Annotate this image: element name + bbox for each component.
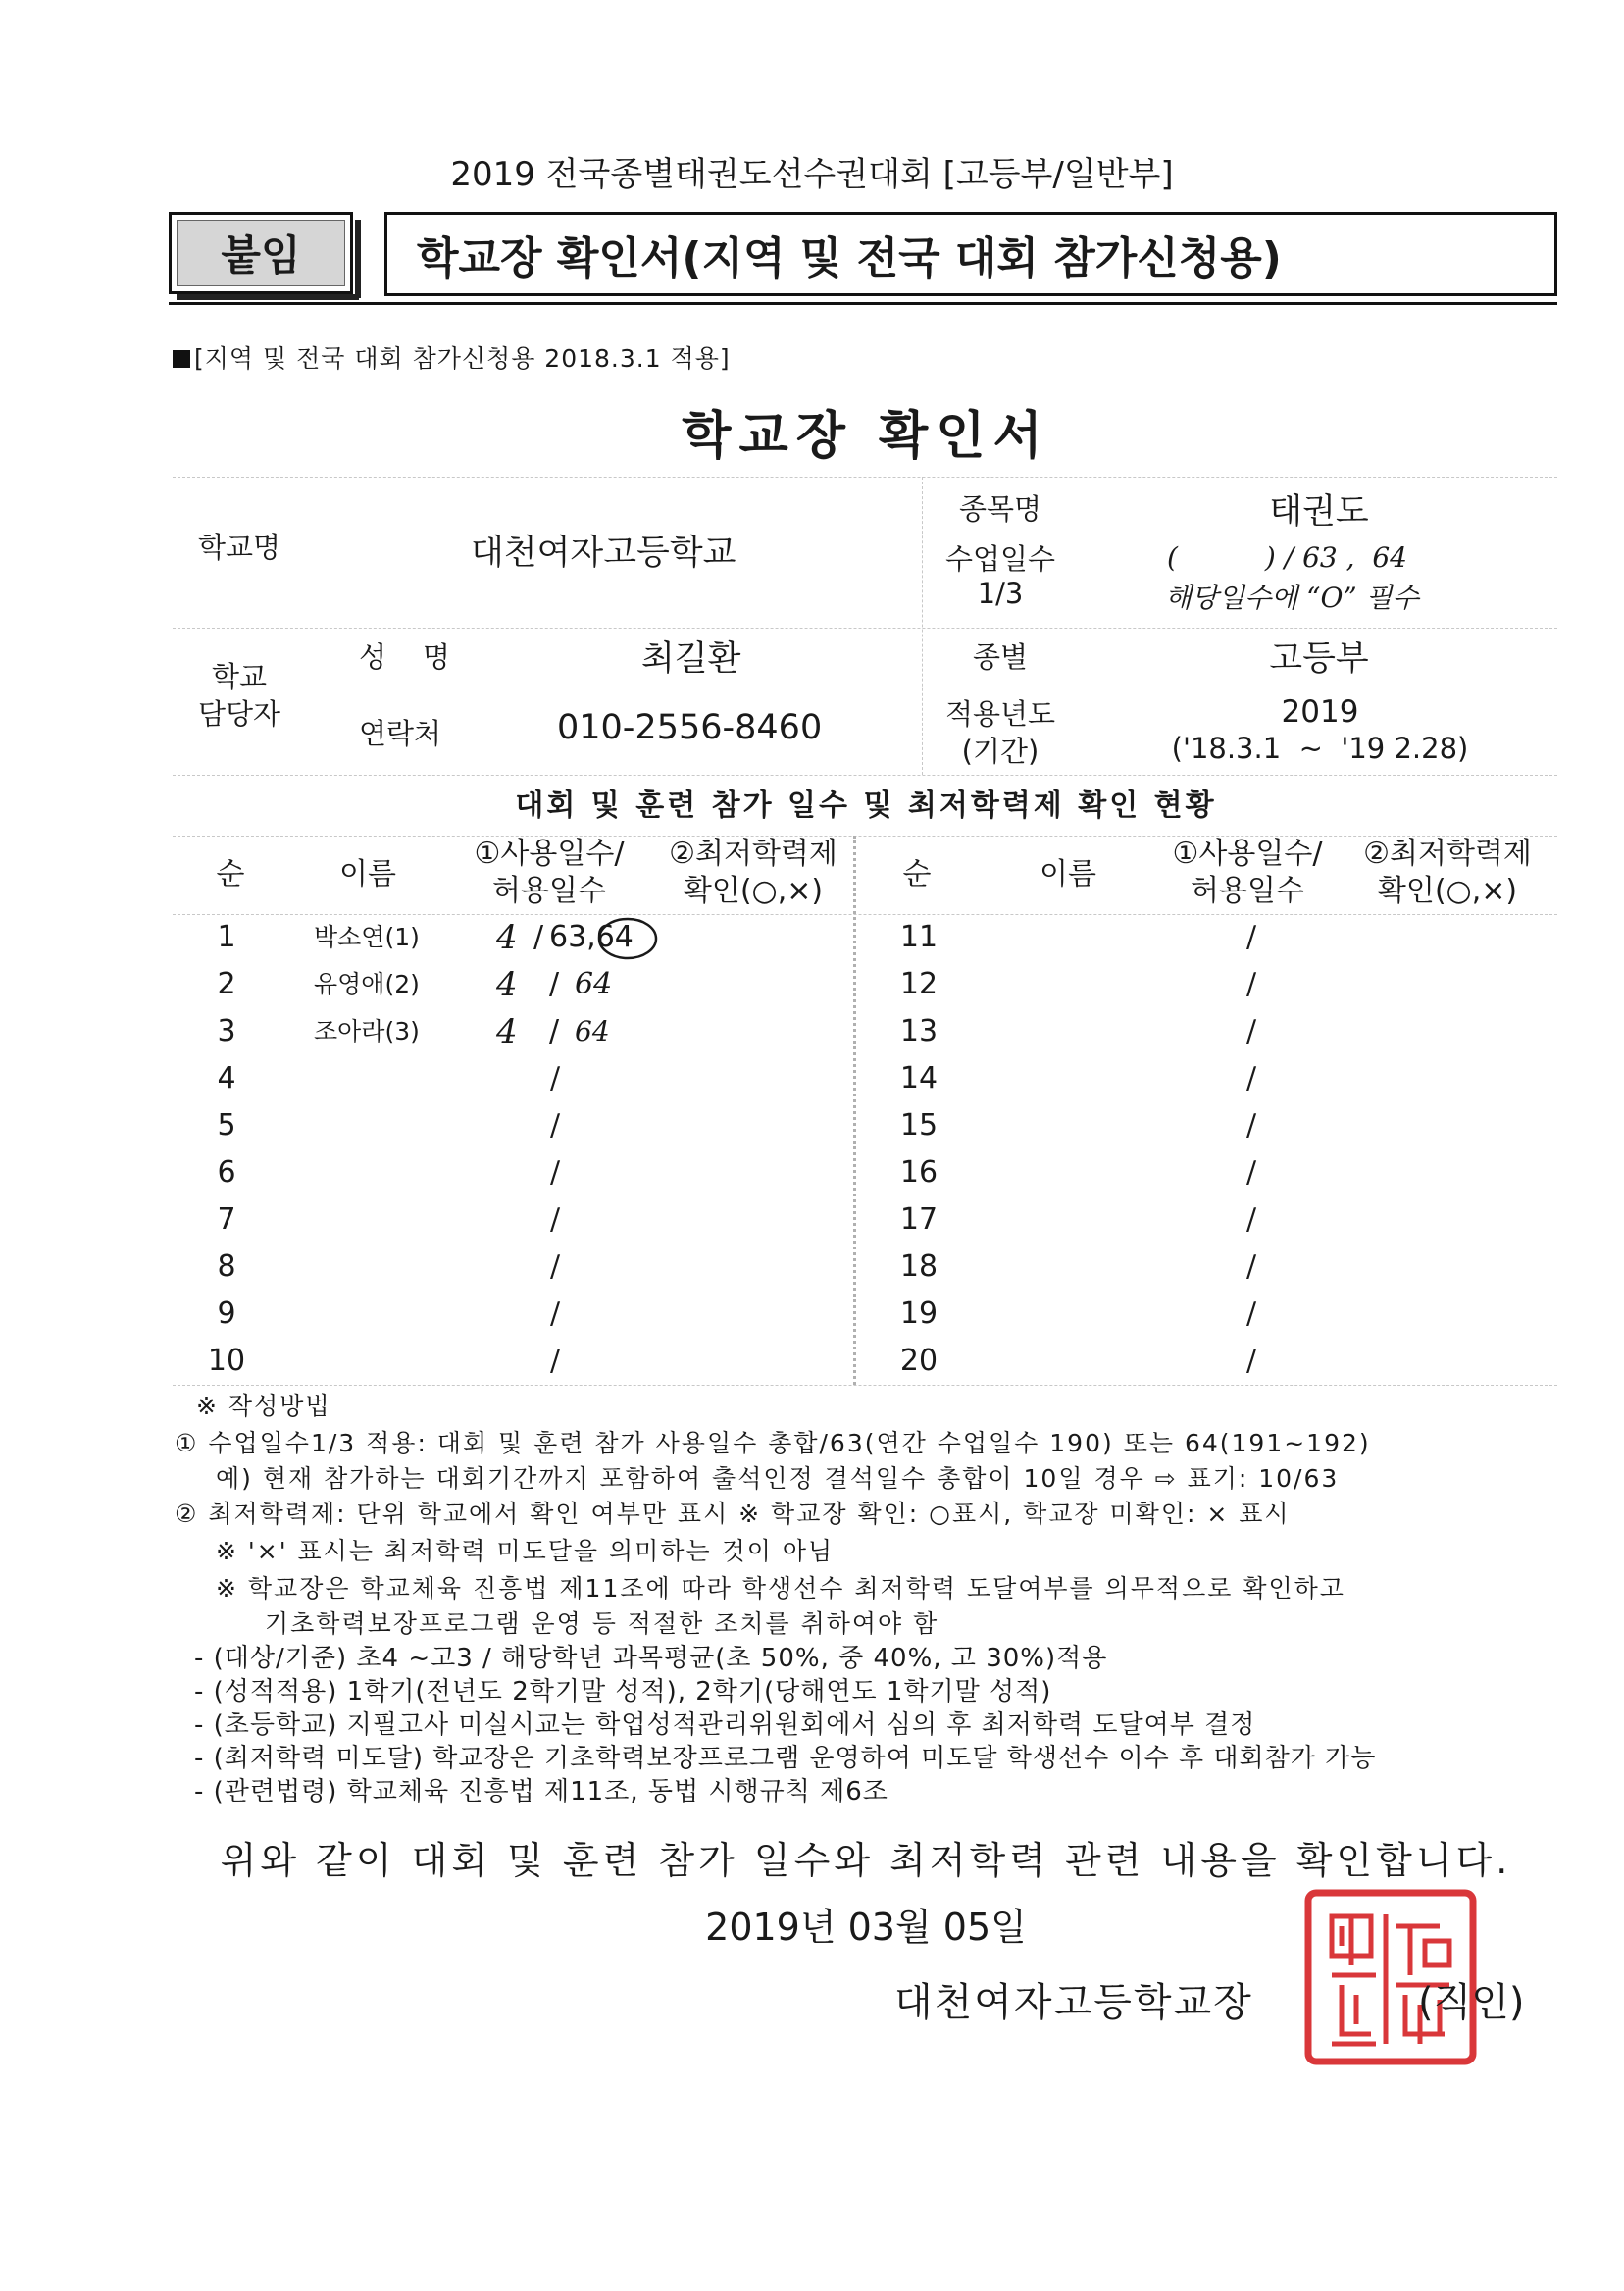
detail-elementary: - (초등학교) 지필고사 미실시교는 학업성적관리위원회에서 심의 후 최저학력 도달여부 결정 xyxy=(194,1710,1256,1740)
circled-choice-mark xyxy=(596,916,659,961)
attachment-label: 붙임 xyxy=(177,220,345,286)
note-1-example: 예) 현재 참가하는 대회기간까지 포함하여 출석인정 결석일수 총합이 10일 경우 ⇨ 표기: 10/63 xyxy=(216,1464,1340,1493)
used-days: 4 xyxy=(496,918,518,957)
confirmation-statement: 위와 같이 대회 및 훈련 참가 일수와 최저학력 관련 내용을 확인합니다. xyxy=(220,1839,1512,1882)
table-row xyxy=(853,1338,1618,1385)
detail-law: - (관련법령) 학교체육 진흥법 제11조, 동법 시행규칙 제6조 xyxy=(194,1777,888,1807)
table-row xyxy=(0,1244,853,1291)
athlete-name: 유영애(2) xyxy=(314,970,420,998)
school-value: 대천여자고등학교 xyxy=(471,534,736,573)
allowed-days: 64 xyxy=(575,967,613,1001)
row-number: 7 xyxy=(217,1202,236,1237)
row-number: 1 xyxy=(217,920,236,954)
slash: / xyxy=(549,1061,561,1095)
row-number: 20 xyxy=(899,1344,939,1378)
note-1: ① 수업일수1/3 적용: 대회 및 훈련 참가 사용일수 총합/63(연간 수업일수 190) 또는 64(191~192) xyxy=(175,1429,1371,1457)
category-label: 종별 xyxy=(972,640,1029,674)
slash: / xyxy=(549,1297,561,1331)
slash: / xyxy=(1245,1202,1257,1237)
slash: / xyxy=(1245,1344,1257,1378)
slash: / xyxy=(549,1155,561,1190)
table-row xyxy=(0,1008,853,1055)
slash: / xyxy=(549,1014,560,1048)
detail-not-met: - (최저학력 미도달) 학교장은 기초학력보장프로그램 운영하여 미도달 학생선수 이수 후 대회참가 가능 xyxy=(194,1744,1377,1773)
header-name: 이름 xyxy=(1040,857,1096,891)
row-number: 4 xyxy=(217,1061,236,1095)
sport-label: 종목명 xyxy=(958,492,1042,526)
document-header: 학교장 확인서(지역 및 전국 대회 참가신청용) xyxy=(384,212,1557,296)
row-number: 19 xyxy=(899,1297,939,1331)
slash: / xyxy=(549,967,560,1001)
table-row xyxy=(853,1196,1618,1244)
table-row xyxy=(0,1055,853,1102)
slash: / xyxy=(1245,1249,1257,1284)
attachment-badge xyxy=(169,212,353,294)
section-title: 대회 및 훈련 참가 일수 및 최저학력제 확인 현황 xyxy=(515,789,1217,823)
slash: / xyxy=(1245,1297,1257,1331)
header-no: 순 xyxy=(902,857,932,891)
table-row xyxy=(0,1149,853,1196)
period-label: (기간) xyxy=(961,735,1040,768)
table-row xyxy=(853,1008,1618,1055)
name-label: 성 명 xyxy=(359,640,450,674)
divider xyxy=(173,628,1557,629)
row-number: 17 xyxy=(899,1202,939,1237)
table-row xyxy=(0,1291,853,1338)
slash: / xyxy=(1245,967,1257,1001)
row-number: 13 xyxy=(899,1014,939,1048)
row-number: 8 xyxy=(217,1249,236,1284)
header-min-confirm: 확인(○,×) xyxy=(683,874,824,908)
slash: / xyxy=(549,1249,561,1284)
days-ratio-label: 1/3 xyxy=(977,577,1024,610)
bullet-square-icon xyxy=(173,350,190,368)
row-number: 6 xyxy=(217,1155,236,1190)
athlete-name: 조아라(3) xyxy=(314,1017,420,1045)
days-label: 수업일수 xyxy=(944,542,1056,576)
table-row xyxy=(853,1244,1618,1291)
contact-label-line1: 학교 xyxy=(212,660,268,693)
phone-label: 연락처 xyxy=(359,717,442,750)
header-days-allowed: 허용일수 xyxy=(492,874,606,908)
note-2-remark: ※ '×' 표시는 최저학력 미도달을 의미하는 것이 아님 xyxy=(216,1537,835,1565)
category-value: 고등부 xyxy=(1269,639,1369,679)
table-row xyxy=(0,1196,853,1244)
athlete-name: 박소연(1) xyxy=(314,923,420,951)
row-number: 14 xyxy=(899,1061,939,1095)
row-number: 11 xyxy=(899,920,939,954)
sport-value: 태권도 xyxy=(1269,492,1369,532)
header-min-confirm: 확인(○,×) xyxy=(1377,874,1518,908)
divider xyxy=(173,1385,1557,1386)
slash: / xyxy=(549,1202,561,1237)
event-title: 2019 전국종별태권도선수권대회 [고등부/일반부] xyxy=(450,155,1174,194)
table-row xyxy=(853,1149,1618,1196)
note-2-duty-cont: 기초학력보장프로그램 운영 등 적절한 조치를 취하여야 함 xyxy=(265,1609,939,1638)
table-row xyxy=(853,914,1618,961)
allowed-days: 63,64 xyxy=(549,920,634,954)
badge-shadow-bottom xyxy=(177,294,359,300)
divider xyxy=(173,775,1557,776)
note-2: ② 최저학력제: 단위 학교에서 확인 여부만 표시 ※ 학교장 확인: ○표시, 학교장 미확인: × 표시 xyxy=(175,1500,1291,1528)
row-number: 2 xyxy=(217,967,236,1001)
year-label: 적용년도 xyxy=(944,697,1056,731)
header-no: 순 xyxy=(216,857,245,891)
detail-target: - (대상/기준) 초4 ~고3 / 해당학년 과목평균(초 50%, 중 40%, 고 30%)적용 xyxy=(194,1644,1108,1673)
school-label: 학교명 xyxy=(198,531,281,564)
row-number: 16 xyxy=(899,1155,939,1190)
notes-heading: ※ 작성방법 xyxy=(196,1392,331,1420)
row-number: 18 xyxy=(899,1249,939,1284)
form-note xyxy=(173,339,731,375)
table-row xyxy=(853,1055,1618,1102)
row-number: 5 xyxy=(217,1108,236,1143)
row-number: 3 xyxy=(217,1014,236,1048)
allowed-days: 64 xyxy=(575,1015,610,1047)
header-min-academic: ②최저학력제 xyxy=(669,837,837,871)
contact-label-line2: 담당자 xyxy=(198,697,281,731)
table-row xyxy=(0,914,853,961)
name-value: 최길환 xyxy=(641,639,741,679)
slash: / xyxy=(1245,1061,1257,1095)
year-value: 2019 xyxy=(1281,694,1359,730)
slash: / xyxy=(549,1108,561,1143)
slash: / xyxy=(1245,1108,1257,1143)
slash: / xyxy=(533,920,544,954)
used-days: 4 xyxy=(496,1012,518,1051)
divider xyxy=(173,477,1557,478)
note-2-duty: ※ 학교장은 학교체육 진흥법 제11조에 따라 학생선수 최저학력 도달여부를 의무적으로 확인하고 xyxy=(216,1574,1345,1603)
form-note-text: [지역 및 전국 대회 참가신청용 2018.3.1 적용] xyxy=(194,344,731,373)
document-title: 학교장 확인서 xyxy=(682,407,1050,466)
table-row xyxy=(853,961,1618,1008)
slash: / xyxy=(1245,1155,1257,1190)
phone-value: 010-2556-8460 xyxy=(557,708,823,747)
table-row xyxy=(0,1338,853,1385)
badge-shadow-right xyxy=(355,220,361,298)
table-row xyxy=(853,1291,1618,1338)
days-value: ( ) / 63 , 64 xyxy=(1167,541,1407,574)
days-note: 해당일수에 “O” 필수 xyxy=(1165,582,1419,614)
table-row xyxy=(0,1102,853,1149)
used-days: 4 xyxy=(496,965,518,1004)
header-name: 이름 xyxy=(339,857,396,891)
header-min-academic: ②최저학력제 xyxy=(1363,837,1532,871)
header-days-allowed: 허용일수 xyxy=(1191,874,1304,908)
slash: / xyxy=(549,1344,561,1378)
seal-label: (직인) xyxy=(1418,1980,1525,2025)
table-row xyxy=(0,961,853,1008)
slash: / xyxy=(1245,920,1257,954)
slash: / xyxy=(1245,1014,1257,1048)
header-days: ①사용일수/ xyxy=(1172,837,1323,871)
row-number: 10 xyxy=(207,1344,246,1378)
row-number: 15 xyxy=(899,1108,939,1143)
issue-date: 2019년 03월 05일 xyxy=(705,1906,1027,1949)
period-value: ('18.3.1 ~ '19 2.28) xyxy=(1171,732,1469,765)
detail-grades: - (성적적용) 1학기(전년도 2학기말 성적), 2학기(당해연도 1학기말 성적) xyxy=(194,1677,1052,1706)
row-number: 12 xyxy=(899,967,939,1001)
header-days: ①사용일수/ xyxy=(474,837,625,871)
principal-title: 대천여자고등학교장 xyxy=(894,1980,1253,2025)
table-row xyxy=(853,1102,1618,1149)
row-number: 9 xyxy=(217,1297,236,1331)
header-divider xyxy=(169,302,1557,305)
